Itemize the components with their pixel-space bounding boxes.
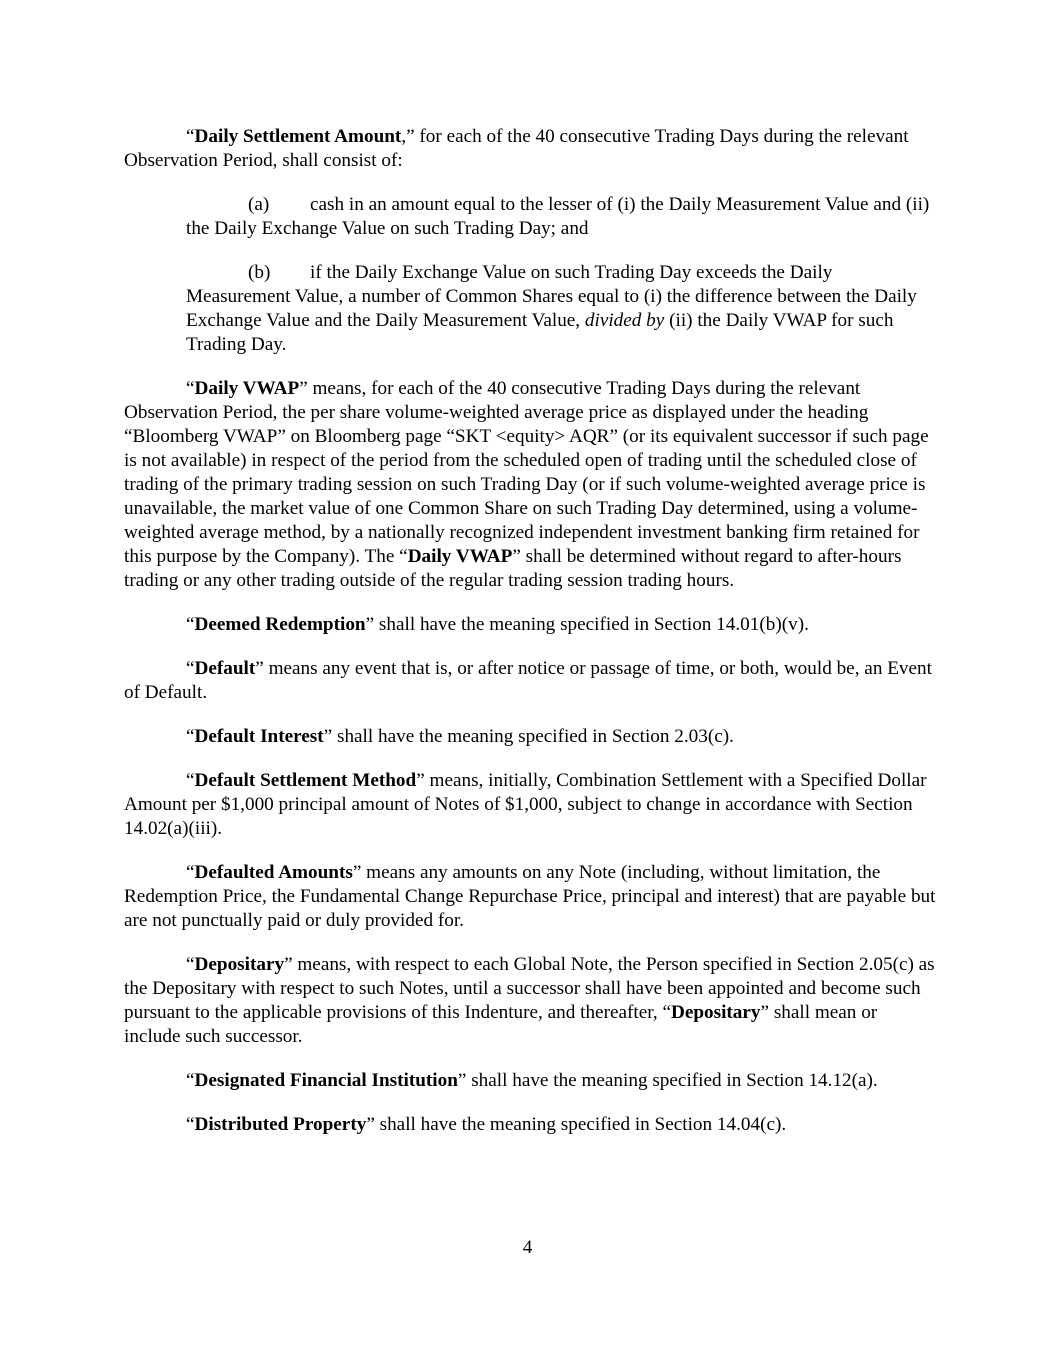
defined-term-repeat: Daily VWAP xyxy=(407,546,513,567)
defined-term: Deemed Redemption xyxy=(194,614,366,635)
definition-text: ” means, for each of the 40 consecutive Trading Days during the relevant Observation Period, the per share volume-weighted average price as displayed under the heading “Bloomberg VWAP” on Bloomberg page “SKT <equity> AQR” (or its equivalent successor if such page is not available) in respect of the period from the scheduled open of trading until the scheduled close of trading of the primary trading session on such Trading Day (or if such volume-weighted average price is unavailable, the market value of one Common Share on such Trading Day determined, using a volume-weighted average method, by a nationally recognized independent investment banking firm retained for this purpose by the Company). The “ xyxy=(124,378,929,567)
definition-text: ” means, with respect to each Global Note, the Person specified in Section 2.05(c) as the Depositary with respect to such Notes, until a successor shall have been appointed and become such pursuant to the applicable provisions of this Indenture, and thereafter, “ xyxy=(124,954,935,1023)
definition-default-interest xyxy=(124,725,936,749)
open-quote: “ xyxy=(186,1114,195,1135)
clause-text: if the Daily Exchange Value on such Trading Day exceeds the Daily Measurement Value, a number of Common Shares equal to (i) the difference between the Daily Exchange Value and the Daily Measurement Value, xyxy=(186,262,917,331)
definition-daily-settlement-amount xyxy=(124,125,936,173)
defined-term: Distributed Property xyxy=(194,1114,367,1135)
defined-term: Defaulted Amounts xyxy=(194,862,353,883)
definition-deemed-redemption xyxy=(124,613,936,637)
open-quote: “ xyxy=(186,862,195,883)
open-quote: “ xyxy=(186,726,195,747)
definition-depositary xyxy=(124,953,936,1049)
definition-default xyxy=(124,657,936,705)
defined-term: Daily VWAP xyxy=(194,378,300,399)
open-quote: “ xyxy=(186,954,195,975)
clause-label: (b) xyxy=(248,262,271,283)
defined-term: Default xyxy=(194,658,256,679)
definition-text: ,” for each of the 40 consecutive Trading Days during the relevant Observation Period, shall consist of: xyxy=(124,126,909,171)
open-quote: “ xyxy=(186,614,195,635)
definition-text: ” means any amounts on any Note (including, without limitation, the Redemption Price, the Fundamental Change Repurchase Price, principal and interest) that are payable but are not punctually paid or duly provided for. xyxy=(124,862,936,931)
definition-distributed-property xyxy=(124,1113,936,1137)
defined-term: Default Settlement Method xyxy=(194,770,417,791)
clause-text-after: (ii) the Daily VWAP for such Trading Day. xyxy=(186,310,894,355)
definition-daily-vwap xyxy=(124,377,936,593)
definition-text: ” means, initially, Combination Settlement with a Specified Dollar Amount per $1,000 principal amount of Notes of $1,000, subject to change in accordance with Section 14.02(a)(iii). xyxy=(124,770,927,839)
definition-text: ” shall have the meaning specified in Section 14.01(b)(v). xyxy=(365,614,809,635)
clause-b xyxy=(186,261,936,357)
definition-text-continued: ” shall be determined without regard to after-hours trading or any other trading outside of the regular trading session trading hours. xyxy=(124,546,902,591)
definition-defaulted-amounts xyxy=(124,861,936,933)
defined-term: Default Interest xyxy=(194,726,324,747)
defined-term: Depositary xyxy=(194,954,285,975)
definition-text-continued: ” shall mean or include such successor. xyxy=(124,1002,878,1047)
defined-term: Daily Settlement Amount xyxy=(194,126,402,147)
page-number: 4 xyxy=(522,1237,533,1258)
open-quote: “ xyxy=(186,126,195,147)
definition-text: ” shall have the meaning specified in Section 14.12(a). xyxy=(457,1070,878,1091)
open-quote: “ xyxy=(186,658,195,679)
clause-label: (a) xyxy=(248,194,270,215)
open-quote: “ xyxy=(186,378,195,399)
defined-term: Designated Financial Institution xyxy=(194,1070,458,1091)
defined-term-repeat: Depositary xyxy=(670,1002,761,1023)
open-quote: “ xyxy=(186,770,195,791)
definition-text: ” means any event that is, or after notice or passage of time, or both, would be, an Event of Default. xyxy=(124,658,932,703)
definition-text: ” shall have the meaning specified in Section 14.04(c). xyxy=(366,1114,787,1135)
clause-text: cash in an amount equal to the lesser of (i) the Daily Measurement Value and (ii) the Daily Exchange Value on such Trading Day; and xyxy=(186,194,930,239)
definition-designated-financial-institution xyxy=(124,1069,936,1093)
open-quote: “ xyxy=(186,1070,195,1091)
clause-a xyxy=(186,193,936,241)
page-body xyxy=(124,125,936,1157)
definition-text: ” shall have the meaning specified in Section 2.03(c). xyxy=(323,726,734,747)
definition-default-settlement-method xyxy=(124,769,936,841)
clause-italic-text: divided by xyxy=(584,310,665,331)
